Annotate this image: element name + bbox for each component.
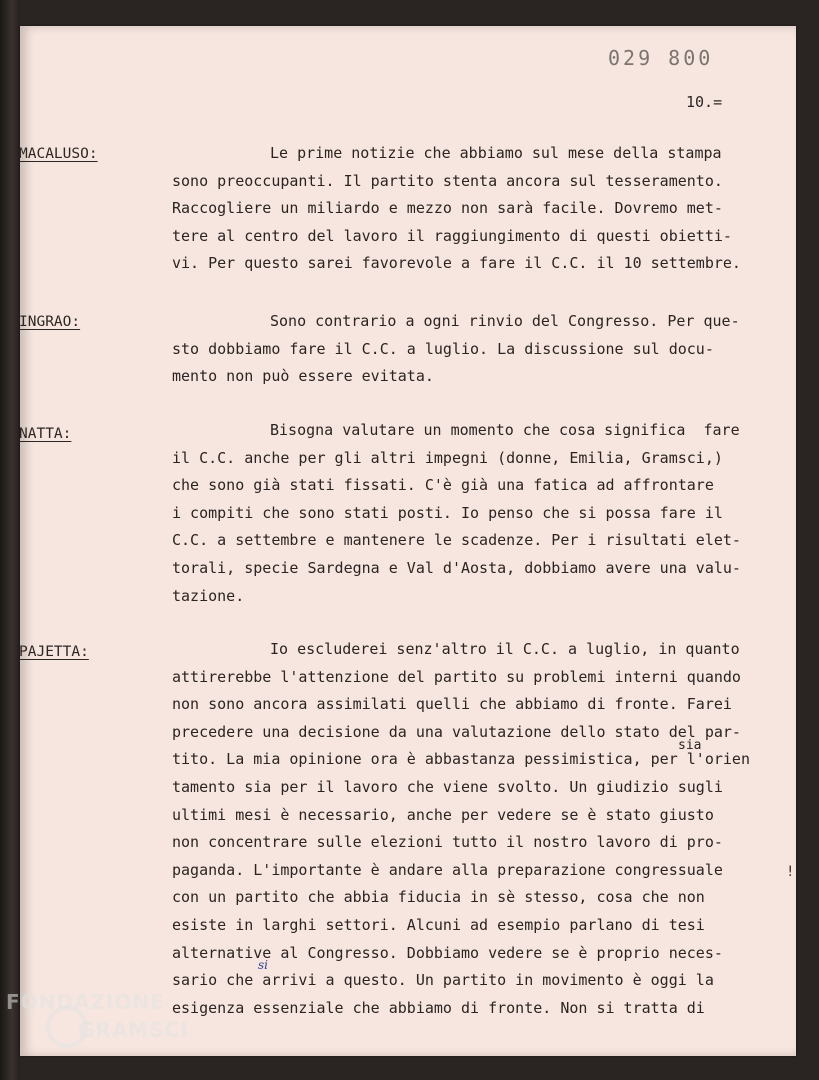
text-line: che sono già stati fissati. C'è già una fatica ad affrontare (172, 476, 714, 495)
text-line: tamento sia per il lavoro che viene svolto. Un giudizio sugli (172, 777, 723, 796)
speaker-label-pajetta: PAJETTA: (19, 644, 89, 660)
text-line: non concentrare sulle elezioni tutto il nostro lavoro di pro- (172, 833, 723, 852)
text-line: Raccogliere un miliardo e mezzo non sarà facile. Dovremo met- (172, 199, 723, 218)
text-line: Le prime notizie che abbiamo sul mese della stampa (270, 144, 722, 162)
paragraph-natta (172, 417, 792, 610)
speaker-label-macaluso: MACALUSO: (19, 146, 98, 162)
insertion-sia: sia (678, 738, 702, 753)
binder-spine (0, 0, 20, 1080)
text-line: esigenza essenziale che abbiamo di fronte. Non si tratta di (172, 998, 705, 1017)
paragraph-macaluso (172, 140, 792, 278)
text-line: Sono contrario a ogni rinvio del Congresso. Per que- (270, 312, 740, 330)
text-line: tere al centro del lavoro il raggiungimento di questi obietti- (172, 226, 732, 245)
text-line: alternative al Congresso. Dobbiamo vedere se è proprio neces- (172, 943, 723, 962)
text-line: tito. La mia opinione ora è abbastanza pessimistica, per l'orien (172, 750, 750, 769)
margin-mark: ! (786, 864, 795, 880)
text-line: attirerebbe l'attenzione del partito su problemi interni quando (172, 667, 741, 686)
text-line: tazione. (172, 586, 245, 605)
text-line: sono preoccupanti. Il partito stenta ancora sul tesseramento. (172, 171, 723, 190)
text-line: il C.C. anche per gli altri impegni (donne, Emilia, Gramsci,) (172, 448, 723, 467)
text-line: torali, specie Sardegna e Val d'Aosta, dobbiamo avere una valu- (172, 558, 741, 577)
handwritten-insertion-si: si (258, 958, 268, 972)
text-line: con un partito che abbia fiducia in sè stesso, cosa che non (172, 888, 705, 907)
watermark-line1: FONDAZIONE (6, 990, 165, 1014)
text-line: C.C. a settembre e mantenere le scadenze. Per i risultati elet- (172, 531, 741, 550)
text-line: ultimi mesi è necessario, anche per vedere se è stato giusto (172, 805, 714, 824)
text-line: paganda. L'importante è andare alla preparazione congressuale (172, 860, 723, 879)
text-line: precedere una decisione da una valutazione dello stato del par- (172, 722, 741, 741)
text-line: mento non può essere evitata. (172, 367, 434, 386)
text-line: vi. Per questo sarei favorevole a fare il C.C. il 10 settembre. (172, 254, 741, 273)
speaker-label-ingrao: INGRAO: (19, 314, 81, 330)
speaker-label-natta: NATTA: (19, 426, 72, 442)
text-line: sto dobbiamo fare il C.C. a luglio. La discussione sul docu- (172, 339, 714, 358)
text-line: i compiti che sono stati posti. Io penso che si possa fare il (172, 503, 723, 522)
text-line: esiste in larghi settori. Alcuni ad esempio parlano di tesi (172, 915, 705, 934)
text-line: non sono ancora assimilati quelli che abbiamo di fronte. Farei (172, 695, 732, 714)
text-line: Io escluderei senz'altro il C.C. a luglio, in quanto (270, 640, 740, 658)
text-line: Bisogna valutare un momento che cosa significa fare (270, 421, 740, 439)
paragraph-ingrao (172, 308, 792, 391)
text-line: sario che arrivi a questo. Un partito in movimento è oggi la (172, 971, 714, 990)
archive-number: 029 800 (608, 46, 714, 70)
page-number: 10.= (686, 93, 723, 111)
watermark-line2: GRAMSCI (78, 1018, 189, 1042)
